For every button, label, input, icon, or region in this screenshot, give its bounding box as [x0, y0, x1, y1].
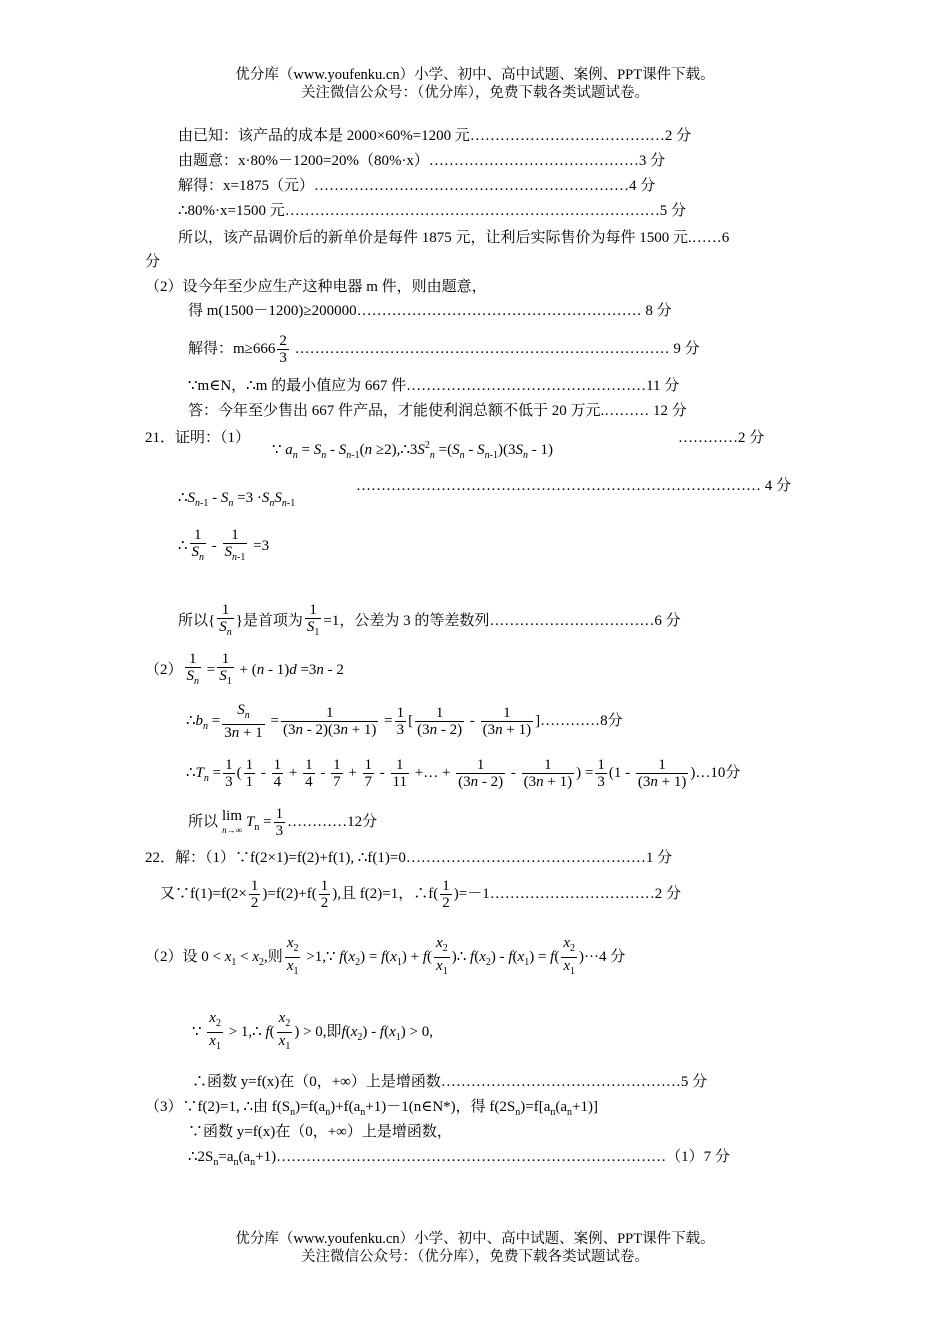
q22-line-7: ∵函数 y=f(x)在（0，+∞）上是增函数， [188, 1124, 452, 1140]
q20-line-5b: 分 [145, 254, 161, 270]
q20-line-4: ∴80%·x=1500 元…………………………………………………………………5 分 [178, 203, 686, 219]
q20-line-1: 由已知：该产品的成本是 2000×60%=1200 元…………………………………2 分 [178, 128, 692, 144]
q20-part-2b: 解得：m≥666 $\frac{2}{3}$ ………………………………………………………………… 9 分 [188, 333, 700, 367]
header-line-1: 优分库（www.youfenku.cn）小学、初中、高中试题、案例、PPT课件下载。 [235, 67, 715, 83]
header-line-2: 关注微信公众号：（优分库），免费下载各类试题试卷。 [301, 85, 649, 101]
q21-formula-bn: $\therefore b_n$ = $\frac{S_n}{3n + 1}$ = $\frac{1}{(3n - 2)(3n + 1)}$ = $\frac{1}{3}$ [ $\frac{1}{(3n - 2)}$ - $\frac{1}{(3n + 1)}$ ]…………8分 [186, 702, 623, 742]
q20-part-2d: 答：今年至少售出 667 件产品，才能使利润总额不低于 20 万元.……… 12 分 [188, 403, 687, 419]
q22-line-1: 22．解：（1）∵f(2×1)=f(2)+f(1), ∴f(1)=0…………………………………………1 分 [145, 850, 673, 866]
q21-part-2: （2） $\frac{1}{S_n}$ = $\frac{1}{S_1}$ + (n - 1)d =3n - 2 [145, 651, 344, 688]
q21-formula-3: ∴ $\frac{1}{S_n}$ - $\frac{1}{S_{n-1}}$ =3 [178, 527, 270, 564]
q21-score-4: ……………………………………………………………………… 4 分 [356, 478, 792, 494]
q21-title: 21．证明：（1） [145, 430, 251, 446]
q21-conclusion-1: 所以{ $\frac{1}{S_n}$ }是首项为 $\frac{1}{S_1}$ =1，公差为 3 的等差数列……………………………6 分 [178, 602, 681, 639]
q22-line-5: ∴函数 y=f(x)在（0，+∞）上是增函数…………………………………………5 分 [192, 1074, 708, 1090]
q22-part-2: （2）设 $0 < x_1 < x_2$,则 $\frac{x_2}{x_1}$ >1,∵ $f(x_2) = f(x_1) + f$( $\frac{x_2}{x_1}$ )∴ $f(x_2) - f(x_1) = f$( $\frac{x_2}{x_1}$ )···4 分 [145, 935, 626, 978]
footer [0, 1230, 950, 1266]
q20-part-2a: 得 m(1500－1200)≥200000………………………………………………… 8 分 [188, 303, 672, 319]
q22-line-2: 又∵f(1)=f(2× $\frac{1}{2}$ )=f(2)+f( $\frac{1}{2}$ ),且 f(2)=1，∴f( $\frac{1}{2}$ )=－1……………………………2 分 [160, 878, 681, 912]
q22-line-8: $\therefore 2S_n=a_n(a_n+1)\dots\dots\dots\dots\dots\dots\dots\dots\dots\dots\dots\dots\dots\dots\dots\dots\dots\dots\dots\dots\dots\dots\dots\dots\dots\dots(1)7$ 分 [188, 1149, 730, 1168]
header [0, 66, 950, 102]
q21-formula-tn: $\therefore T_n$ = $\frac{1}{3}$ ( $\frac{1}{1}$ - $\frac{1}{4}$ + $\frac{1}{4}$ - $\frac{1}{7}$ + $\frac{1}{7}$ - $\frac{1}{11}$ +… + $\frac{1}{(3n - 2)}$ - $\frac{1}{(3n + 1)}$ ) = $\frac{1}{3}$ (1 - $\frac{1}{(3n + 1)}$ )…10分 [186, 757, 741, 791]
q20-line-5: 所以，该产品调价后的新单价是每件 1875 元，让利后实际售价为每件 1500 元.……6 [178, 230, 730, 246]
fraction-two-thirds: $\frac{2}{3}$ [279, 333, 287, 367]
q21-score-2: …………2 分 [678, 430, 765, 446]
q22-part-3: （3）∵f(2)=1, ∴由 $f(S_n)=f(a_n)+f(a_n+1)-1(n\in N*)$，得 $f(2S_n)=f[a_n(a_n+1)]$ [145, 1099, 598, 1118]
q22-formula-increasing: ∵ $\frac{x_2}{x_1}$ > 1,∴ f( $\frac{x_2}{x_1}$ ) > 0,即$f(x_2) - f(x_1) > 0$, [192, 1010, 433, 1053]
q21-formula-2: $\therefore S_{n-1} - S_n =3 \cdot S_nS_{n-1}$ [178, 490, 296, 509]
q20-part-2: （2）设今年至少应生产这种电器 m 件，则由题意， [145, 279, 487, 295]
q20-line-3: 解得：x=1875（元）………………………………………………………4 分 [178, 178, 656, 194]
footer-line-2: 关注微信公众号：（优分库），免费下载各类试题试卷。 [301, 1249, 649, 1265]
footer-line-1: 优分库（www.youfenku.cn）小学、初中、高中试题、案例、PPT课件下载。 [235, 1231, 715, 1247]
q20-part-2c: ∵m∈N，∴m 的最小值应为 667 件…………………………………………11 分 [188, 378, 680, 394]
q21-limit: 所以 lim n→∞ $T_n$ = $\frac{1}{3}$ …………12分 [188, 806, 378, 840]
q21-formula-1: ∵ $a_n = S_n - S_{n-1}(n$ $\ge 2),\therefore 3S^2_n =(S_n - S_{n-1})(3S_n - 1)$ [272, 440, 553, 461]
q20-line-2: 由题意：x·80%－1200=20%（80%·x）……………………………………3 分 [178, 153, 666, 169]
